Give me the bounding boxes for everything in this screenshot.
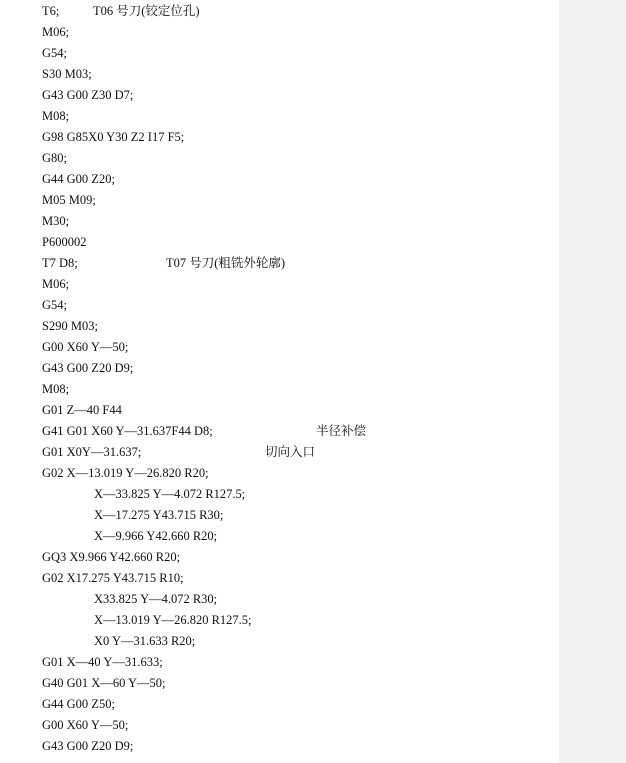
code-line	[42, 547, 180, 567]
code-line	[42, 232, 86, 252]
code-text: X—9.966 Y42.660 R20;	[94, 529, 218, 543]
code-line	[42, 400, 122, 420]
code-text: P600002	[42, 235, 87, 249]
code-line	[42, 316, 98, 336]
code-text: G43 G00 Z20 D9;	[42, 361, 134, 375]
code-line	[42, 295, 67, 315]
code-line	[94, 484, 245, 504]
code-text: G44 G00 Z20;	[42, 172, 115, 186]
code-line	[42, 421, 367, 441]
code-line	[42, 211, 69, 231]
code-line	[42, 169, 115, 189]
code-text: X—33.825 Y—4.072 R127.5;	[94, 487, 246, 501]
side-annotation: 半径补偿	[316, 424, 367, 438]
code-text: S290 M03;	[42, 319, 98, 333]
code-text: G02 X17.275 Y43.715 R10;	[42, 571, 184, 585]
code-text: X33.825 Y—4.072 R30;	[94, 592, 218, 606]
code-line	[42, 148, 67, 168]
tool-annotation: T06 号刀(铰定位孔)	[93, 4, 200, 18]
code-text: G41 G01 X60 Y—31.637F44 D8;	[42, 424, 213, 438]
code-line	[42, 106, 69, 126]
code-line	[42, 85, 133, 105]
code-line	[42, 337, 128, 357]
code-text: G40 G01 X—60 Y—50;	[42, 676, 166, 690]
code-line	[42, 442, 316, 462]
code-text: T6;	[42, 4, 60, 18]
code-text: GQ3 X9.966 Y42.660 R20;	[42, 550, 181, 564]
code-text: G44 G00 Z50;	[42, 697, 115, 711]
code-line	[42, 568, 184, 588]
code-line	[42, 43, 67, 63]
code-text: M06;	[42, 25, 70, 39]
code-line	[94, 526, 217, 546]
code-line	[42, 274, 69, 294]
code-text: S30 M03;	[42, 67, 92, 81]
code-text: M06;	[42, 277, 70, 291]
code-text: X0 Y—31.633 R20;	[94, 634, 196, 648]
side-annotation: 切向入口	[265, 445, 316, 459]
code-text: G43 G00 Z20 D9;	[42, 739, 134, 753]
code-text: G01 X0Y—31.637;	[42, 445, 142, 459]
code-text: G54;	[42, 46, 67, 60]
code-text: M08;	[42, 382, 70, 396]
code-line	[42, 22, 69, 42]
code-line	[42, 379, 69, 399]
code-text: G98 G85X0 Y30 Z2 I17 F5;	[42, 130, 185, 144]
code-line	[94, 589, 217, 609]
code-text: G02 X—13.019 Y—26.820 R20;	[42, 466, 209, 480]
code-line	[42, 652, 163, 672]
code-text: M05 M09;	[42, 193, 96, 207]
code-text: G80;	[42, 151, 67, 165]
code-line	[42, 736, 133, 756]
code-text: M08;	[42, 109, 70, 123]
code-line	[42, 463, 209, 483]
code-line	[42, 673, 166, 693]
code-text: X—17.275 Y43.715 R30;	[94, 508, 224, 522]
code-line	[42, 694, 115, 714]
code-text: G00 X60 Y—50;	[42, 340, 129, 354]
code-line	[42, 358, 133, 378]
code-line	[94, 610, 252, 630]
code-text: G43 G00 Z30 D7;	[42, 88, 134, 102]
code-line	[42, 715, 128, 735]
code-line	[42, 190, 96, 210]
code-text: G01 X—40 Y—31.633;	[42, 655, 163, 669]
tool-annotation: T07 号刀(粗铣外轮廓)	[166, 256, 286, 270]
code-text: X—13.019 Y—26.820 R127.5;	[94, 613, 252, 627]
code-text: G01 Z—40 F44	[42, 403, 122, 417]
code-text: M30;	[42, 214, 70, 228]
code-line	[94, 505, 223, 525]
code-line	[42, 1, 200, 21]
side-panel	[559, 0, 626, 763]
code-line	[42, 127, 184, 147]
code-text: T7 D8;	[42, 256, 78, 270]
code-line	[94, 631, 195, 651]
code-line	[42, 64, 92, 84]
code-text: G54;	[42, 298, 67, 312]
code-line	[42, 253, 286, 273]
code-text: G00 X60 Y—50;	[42, 718, 129, 732]
